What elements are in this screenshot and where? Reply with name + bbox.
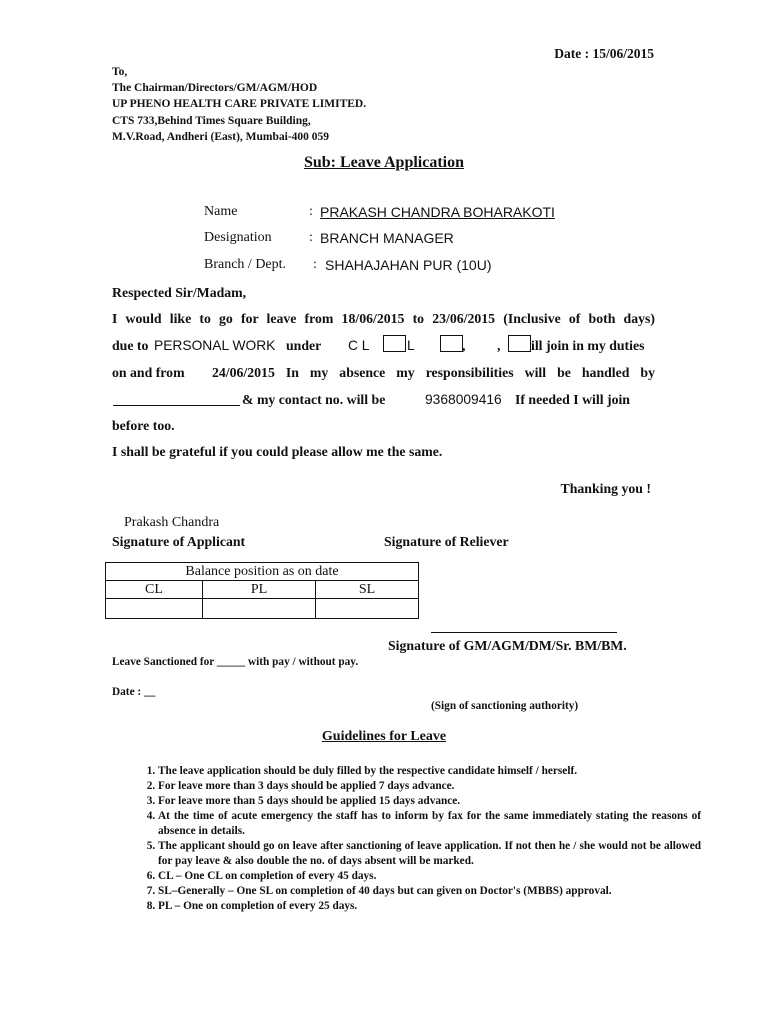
body-line-6: I shall be grateful if you could please allow me the same. [112,444,443,459]
cl-checkbox[interactable] [383,335,406,352]
balance-cell-pl[interactable] [203,599,316,619]
address-line-4: M.V.Road, Andheri (East), Mumbai-400 059 [112,130,330,143]
guidelines-list [112,764,701,914]
body-line-2-due: due to [112,338,149,353]
branch-label: Branch / Dept. [204,257,287,272]
document-date: Date : 15/06/2015 [554,46,654,61]
subject-heading: Sub: Leave Application [303,154,465,171]
guideline-item: 5. The applicant should go on leave after sanctioning of leave application. If not then he / she would not be allowed for pay leave & also double the no. of days absent will be marked. [158,839,701,869]
l-checkbox[interactable] [440,335,466,353]
balance-table-title: Balance position as on date [106,563,419,581]
guidelines-title: Guidelines for Leave [321,729,447,744]
designation-label: Designation [204,230,272,245]
body-line-2-reason: PERSONAL WORK [154,338,276,353]
address-to: To, [112,66,128,78]
guideline-item: 6. CL – One CL on completion of every 45 days. [158,869,701,884]
guideline-item: 3. For leave more than 5 days should be applied 15 days advance. [158,794,701,809]
body-line-2-under: under [286,338,322,353]
branch-colon: : [313,257,317,272]
body-line-2-l: L [407,338,415,353]
balance-header-sl: SL [316,581,419,599]
guideline-item: 1. The leave application should be duly filled by the respective candidate himself / herself. [158,764,701,779]
salutation: Respected Sir/Madam, [112,285,247,300]
guideline-item: 2. For leave more than 3 days should be applied 7 days advance. [158,779,701,794]
guideline-item: 8. PL – One on completion of every 25 days. [158,899,701,914]
body-line-4-a: & my contact no. will be [242,392,386,407]
balance-header-pl: PL [203,581,316,599]
balance-cell-cl[interactable] [106,599,203,619]
address-line-2: UP PHENO HEALTH CARE PRIVATE LIMITED. [112,98,367,111]
body-line-4-phone: 9368009416 [425,392,502,407]
branch-value: SHAHAJAHAN PUR (10U) [325,257,492,273]
other-checkbox[interactable] [508,335,531,352]
name-value: PRAKASH CHANDRA BOHARAKOTI [320,204,555,220]
balance-table [105,562,419,619]
address-line-1: The Chairman/Directors/GM/AGM/HOD [112,82,318,95]
applicant-signature-label: Signature of Applicant [112,534,246,549]
body-line-2-comma-2: , [497,338,501,353]
address-block [112,64,366,145]
name-label: Name [204,204,238,219]
sanction-date: Date : __ [112,686,156,698]
sanctioning-authority-label: (Sign of sanctioning authority) [431,700,579,712]
balance-cell-sl[interactable] [316,599,419,619]
reliever-blank-line [113,405,240,406]
gm-signature-line [431,632,617,633]
body-line-2-cl: C L [348,338,370,353]
body-line-1: I would like to go for leave from 18/06/2015 to 23/06/2015 (Inclusive of both days) [112,311,655,326]
name-colon: : [309,204,313,219]
gm-signature-label: Signature of GM/AGM/DM/Sr. BM/BM. [388,638,627,653]
thanking-you: Thanking you ! [560,481,651,496]
body-line-4-b: If needed I will join [515,392,630,407]
designation-colon: : [309,230,313,245]
body-line-5: before too. [112,418,175,433]
body-line-3-a: on and from [112,365,185,380]
leave-sanctioned-line: Leave Sanctioned for _____ with pay / without pay. [112,656,359,668]
body-line-2-rest: ill join in my duties [531,338,645,353]
address-line-3: CTS 733,Behind Times Square Building, [112,114,311,127]
designation-value: BRANCH MANAGER [320,230,454,246]
reliever-signature-label: Signature of Reliever [384,534,509,549]
applicant-name: Prakash Chandra [124,515,220,530]
body-line-3-b: 24/06/2015 In my absence my responsibilities will be handled by [212,365,655,380]
body-line-2-comma-1: , [462,338,466,353]
balance-header-cl: CL [106,581,203,599]
guideline-item: 7. SL–Generally – One SL on completion of 40 days but can given on Doctor's (MBBS) approval. [158,884,701,899]
guideline-item: 4. At the time of acute emergency the staff has to inform by fax for the same immediately stating the reasons of absence in details. [158,809,701,839]
